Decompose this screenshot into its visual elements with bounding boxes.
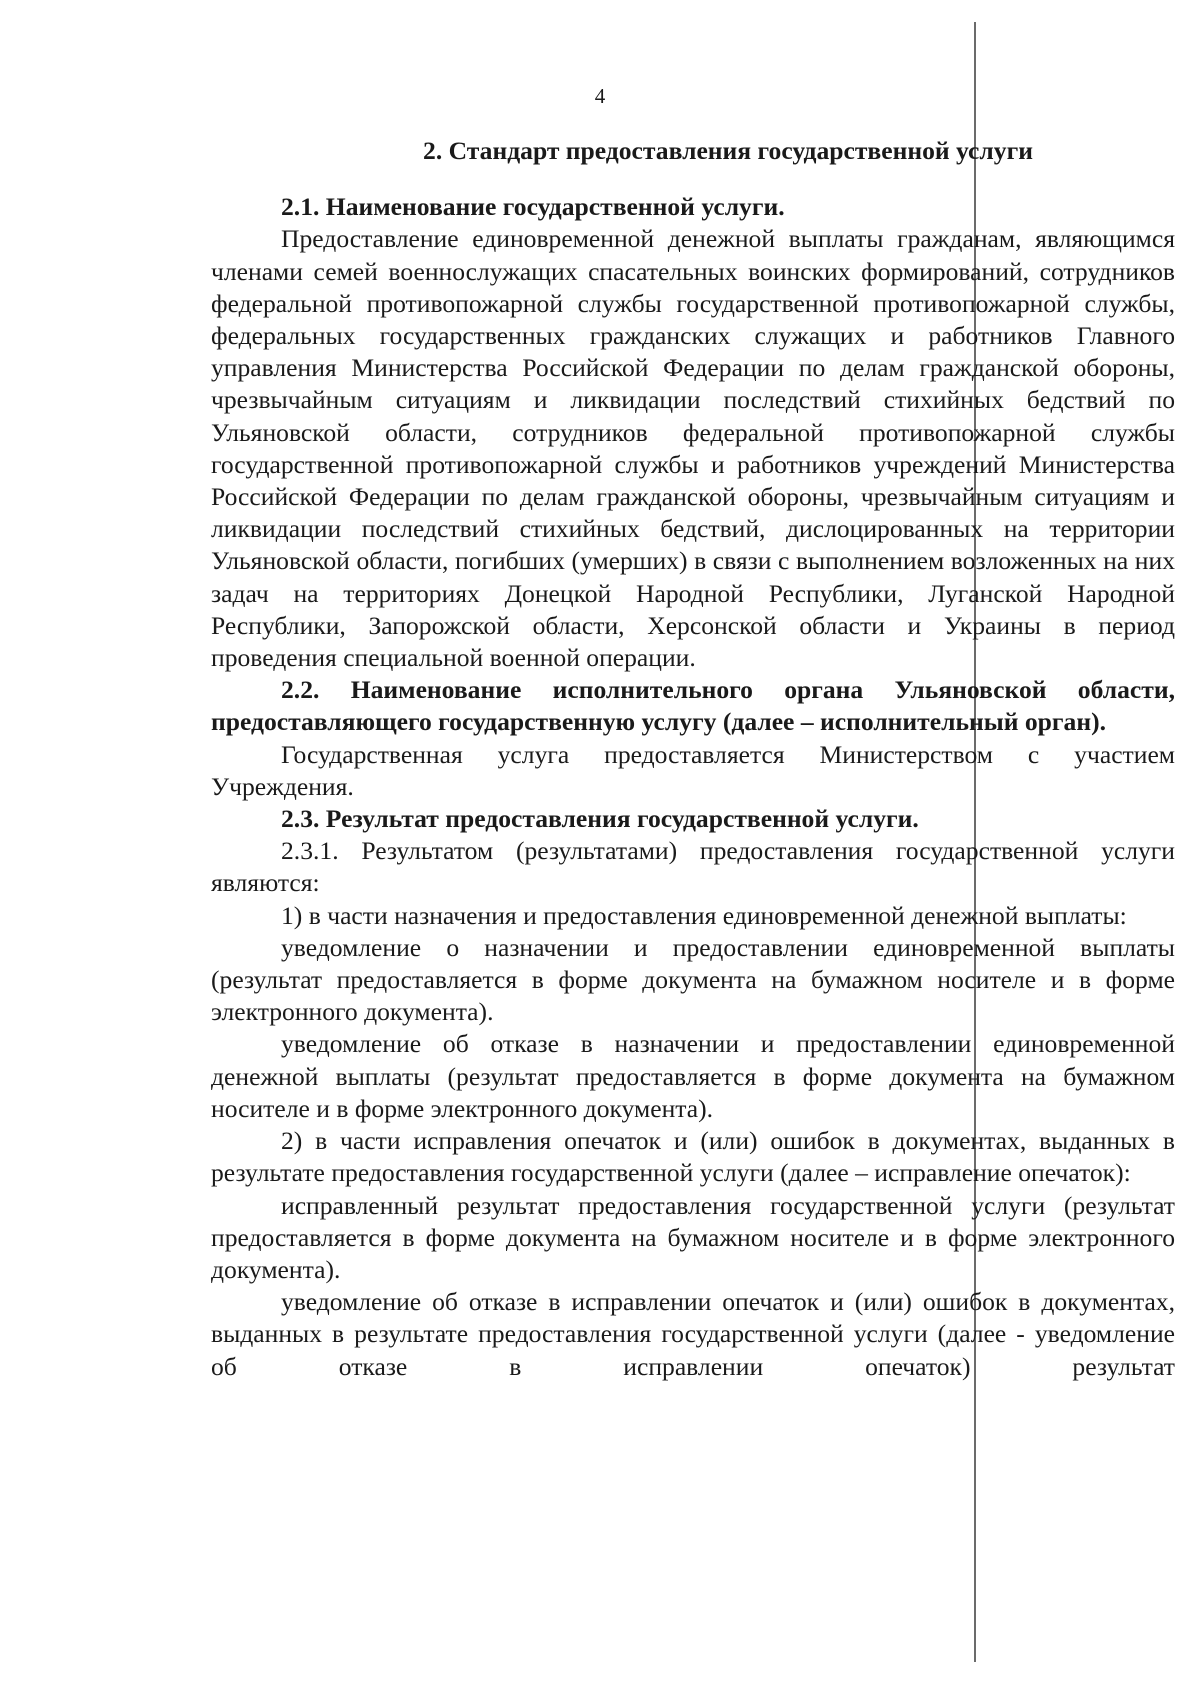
body-paragraph: Государственная услуга предоставляется Министерством с участием Учреждения. [211,739,1175,801]
body-paragraph: Предоставление единовременной денежной выплаты гражданам, являющимся членами семей военнослужащих спасательных воинских формирований, сотрудников федеральной противопожарной службы государственной противопожарной службы, федеральных государственных гражданских служащих и работников Главного управления Министерства Российской Федерации по делам гражданской обороны, чрезвычайным ситуациям и ликвидации последствий стихийных бедствий по Ульяновской области, сотрудников федеральной противопожарной службы государственной противопожарной службы и работников учреждений Министерства Российской Федерации по делам гражданской обороны, чрезвычайным ситуациям и ликвидации последствий стихийных бедствий, дислоцированных на территории Ульяновской области, погибших (умерших) в связи с выполнением возложенных на них задач на территориях Донецкой Народной Республики, Луганской Народной Республики, Запорожской области, Херсонской области и Украины в период проведения специальной военной операции. [211,224,1175,673]
subsection-heading: 2.1. Наименование государственной услуги. [281,192,785,222]
body-paragraph: уведомление о назначении и предоставлении единовременной выплаты (результат предоставляется в форме документа на бумажном носителе и в форме электронного документа). [211,932,1175,1027]
body-paragraph: 2) в части исправления опечаток и (или) ошибок в документах, выданных в результате предоставления государственной услуги (далее – исправление опечаток): [211,1126,1175,1188]
subsection-heading: 2.2. Наименование исполнительного органа Ульяновской области, предоставляющего государственную услугу (далее – исполнительный орган). [211,675,1175,737]
body-paragraph: 2.3.1. Результатом (результатами) предоставления государственной услуги являются: [211,836,1175,898]
body-paragraph-continued: уведомление об отказе в исправлении опечаток и (или) ошибок в документах, выданных в результате предоставления государственной услуги (далее - уведомление об отказе в исправлении опечаток) результат [211,1287,1175,1381]
body-paragraph: исправленный результат предоставления государственной услуги (результат предоставляется в форме документа на бумажном носителе и в форме электронного документа). [211,1190,1175,1284]
body-paragraph: уведомление об отказе в назначении и предоставлении единовременной денежной выплаты (результат предоставляется в форме документа на бумажном носителе и в форме электронного документа). [211,1029,1175,1123]
page-number: 4 [594,84,606,108]
section-title: 2. Стандарт предоставления государственной услуги [423,136,1033,165]
subsection-heading: 2.3. Результат предоставления государственной услуги. [281,804,919,834]
body-paragraph: 1) в части назначения и предоставления единовременной денежной выплаты: [281,900,1127,930]
document-body [211,135,1175,1383]
